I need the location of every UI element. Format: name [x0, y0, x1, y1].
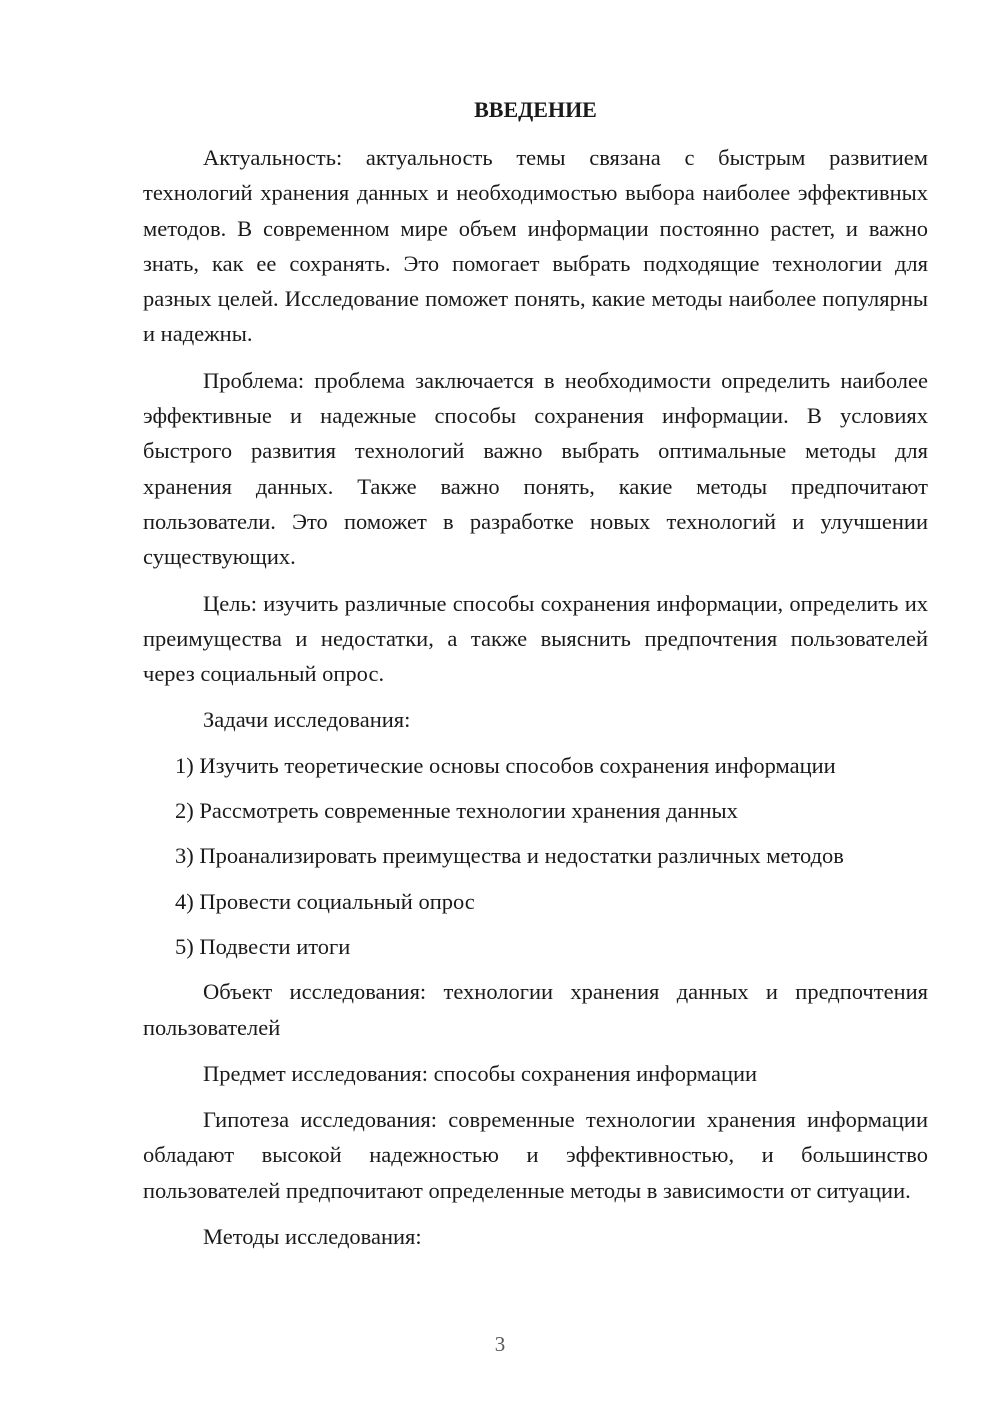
- tasks-list: [143, 748, 928, 964]
- list-item: 2) Рассмотреть современные технологии хранения данных: [175, 798, 738, 824]
- subject-paragraph: Предмет исследования: способы сохранения информации: [203, 1060, 758, 1086]
- tasks-heading: Задачи исследования:: [203, 707, 411, 733]
- document-page: [143, 90, 928, 1264]
- hypothesis-paragraph: Гипотеза исследования: современные технологии хранения информации обладают высокой надежностью и эффективностью, и большинство пользователей предпочитают определенные методы в зависимости от ситуации.: [143, 1107, 928, 1203]
- list-item: 1) Изучить теоретические основы способов сохранения информации: [175, 752, 836, 778]
- list-item: 3) Проанализировать преимущества и недостатки различных методов: [175, 843, 844, 869]
- document-title: ВВЕДЕНИЕ: [474, 97, 597, 122]
- object-paragraph: Объект исследования: технологии хранения данных и предпочтения пользователей: [143, 979, 928, 1040]
- relevance-paragraph: Актуальность: актуальность темы связана с быстрым развитием технологий хранения данных и необходимостью выбора наиболее эффективных методов. В современном мире объем информации постоянно растет, и важно знать, как ее сохранять. Это помогает выбрать подходящие технологии для разных целей. Исследование поможет понять, какие методы наиболее популярны и надежны.: [143, 145, 928, 347]
- page-number: 3: [494, 1332, 506, 1356]
- goal-paragraph: Цель: изучить различные способы сохранения информации, определить их преимущества и недостатки, а также выяснить предпочтения пользователей через социальный опрос.: [143, 590, 928, 687]
- methods-heading: Методы исследования:: [203, 1224, 422, 1250]
- list-item: 5) Подвести итоги: [175, 933, 351, 959]
- list-item: 4) Провести социальный опрос: [175, 888, 475, 914]
- problem-paragraph: Проблема: проблема заключается в необходимости определить наиболее эффективные и надежные способы сохранения информации. В условиях быстрого развития технологий важно выбрать оптимальные методы для хранения данных. Также важно понять, какие методы предпочитают пользователи. Это поможет в разработке новых технологий и улучшении существующих.: [143, 367, 928, 570]
